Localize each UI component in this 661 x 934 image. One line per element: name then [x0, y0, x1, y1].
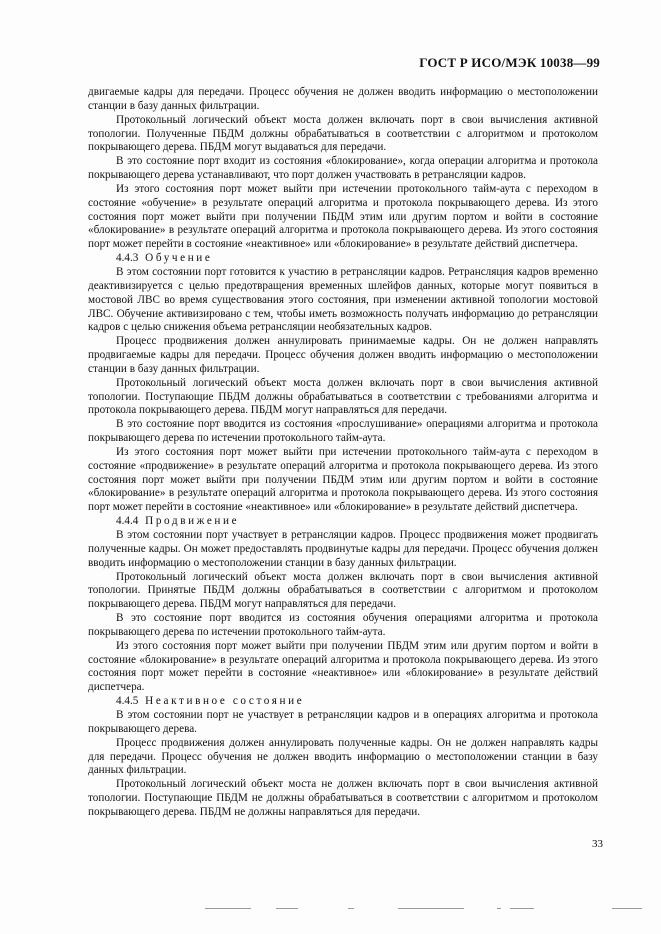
paragraph: Процесс продвижения должен аннулировать полученные кадры. Он не должен направлять кадры для передачи. Процесс обучения не должен вводить информацию о местоположении станции в базу данных фильтрации.: [88, 736, 598, 777]
scan-mark: [612, 908, 642, 909]
scan-mark: [348, 908, 354, 909]
paragraph: В это состояние порт вводится из состояния «прослушивание» операциями алгоритма и протокола покрывающего дерева по истечении протокольного тайм-аута.: [88, 418, 598, 445]
section-heading-4-4-5: [88, 695, 598, 709]
page-header: ГОСТ Р ИСО/МЭК 10038—99: [419, 55, 600, 70]
paragraph: Протокольный логический объект моста должен включать порт в свои вычисления активной топологии. Принятые ПБДМ должны обрабатываться в соответствии с алгоритмом и протоколом покрывающего дерева. ПБДМ могут направляться для передачи.: [88, 570, 598, 611]
paragraph: двигаемые кадры для передачи. Процесс обучения не должен вводить информацию о местоположении станции в базу данных фильтрации.: [88, 86, 598, 112]
paragraph: Из этого состояния порт может выйти при истечении протокольного тайм-аута с переходом в состояние «обучение» в результате операций алгоритма и протокола покрывающего дерева. Из этого состояния порт может выйти при получении ПБДМ этим или другим портом и войти в состояние «блокирование» в результате операций алгоритма и протокола покрывающего дерева. Из этого состояния порт может перейти в состояние «неактивное» или «блокирование» в результате действий диспетчера.: [88, 182, 598, 251]
paragraph: В этом состоянии порт готовится к участию в ретрансляции кадров. Ретрансляция кадров временно деактивизируется с целью предотвращения временных шлейфов данных, которые могут появиться в мостовой ЛВС во время существования этого состояния, при изменении активной топологии мостовой ЛВС. Обучение активизировано с тем, чтобы иметь возможность получать информацию до ретрансляции кадров с целью снижения объема ретрансляции необязательных кадров.: [88, 265, 598, 334]
paragraph: Из этого состояния порт может выйти при получении ПБДМ этим или другим портом и войти в состояние «блокирование» в результате операций алгоритма и протокола покрывающего дерева. Из этого состояния порт может перейти в состояние «неактивное» или «блокирование» в результате действий диспетчера.: [88, 639, 598, 694]
paragraph: Процесс продвижения должен аннулировать принимаемые кадры. Он не должен направлять продвигаемые кадры для передачи. Процесс обучения должен вводить информацию о местоположении станции в базу данных фильтрации.: [88, 335, 598, 375]
paragraph: В этом состоянии порт участвует в ретрансляции кадров. Процесс продвижения может продвигать полученные кадры. Он может предоставлять продвинутые кадры для передачи. Процесс обучения должен вводить информацию о местоположении станции в базу данных фильтрации.: [88, 529, 598, 569]
section-heading-4-4-4: [88, 515, 598, 529]
scan-mark: [497, 908, 501, 909]
paragraph: В этом состоянии порт не участвует в ретрансляции кадров и в операциях алгоритма и протокола покрывающего дерева.: [88, 708, 598, 735]
paragraph: Протокольный логический объект моста должен включать порт в свои вычисления активной топологии. Поступающие ПБДМ должны обрабатываться в соответствии с требованиями алгоритма и протокола покрывающего дерева. ПБДМ могут направляться для передачи.: [88, 376, 598, 417]
scan-mark: [205, 908, 251, 909]
paragraph: Из этого состояния порт может выйти при истечении протокольного тайм-аута с переходом в состояние «продвижение» в результате операций алгоритма и протокола покрывающего дерева. Из этого состояния порт может выйти при получении ПБДМ этим или другим портом и войти в состояние «блокирование» в результате операций алгоритма и протокола покрывающего дерева. Из этого состояния порт может перейти в состояние «неактивное» или «блокирование» в результате действий диспетчера.: [88, 445, 598, 514]
section-title: Неактивное состояние: [145, 695, 305, 708]
page-number: 33: [592, 838, 603, 850]
scan-mark: [398, 908, 464, 909]
paragraph: Протокольный логический объект моста не должен включать порт в свои вычисления активной топологии. Поступающие ПБДМ не должны обрабатываться в соответствии с алгоритмом и протоколом покрывающего дерева. ПБДМ не должны направляться для передачи.: [88, 778, 598, 818]
document-body: [88, 86, 598, 820]
section-title: Продвижение: [145, 515, 240, 528]
scan-artifact-lines: [0, 908, 661, 912]
paragraph: В это состояние порт вводится из состояния обучения операциями алгоритма и протокола покрывающего дерева по истечении протокольного тайм-аута.: [88, 612, 598, 638]
section-number: 4.4.3: [116, 252, 139, 265]
section-number: 4.4.5: [116, 695, 139, 708]
section-number: 4.4.4: [116, 515, 139, 528]
scan-mark: [510, 908, 534, 909]
section-heading-4-4-3: [88, 252, 598, 266]
section-title: Обучение: [145, 252, 213, 265]
scan-mark: [276, 908, 298, 909]
paragraph: В это состояние порт входит из состояния «блокирование», когда операции алгоритма и протокола покрывающего дерева устанавливают, что порт должен участвовать в ретрансляции кадров.: [88, 155, 598, 182]
paragraph: Протокольный логический объект моста должен включать порт в свои вычисления активной топологии. Полученные ПБДМ должны обрабатываться в соответствии с алгоритмом и протоколом покрывающего дерева. ПБДМ могут выдаваться для передачи.: [88, 113, 598, 154]
